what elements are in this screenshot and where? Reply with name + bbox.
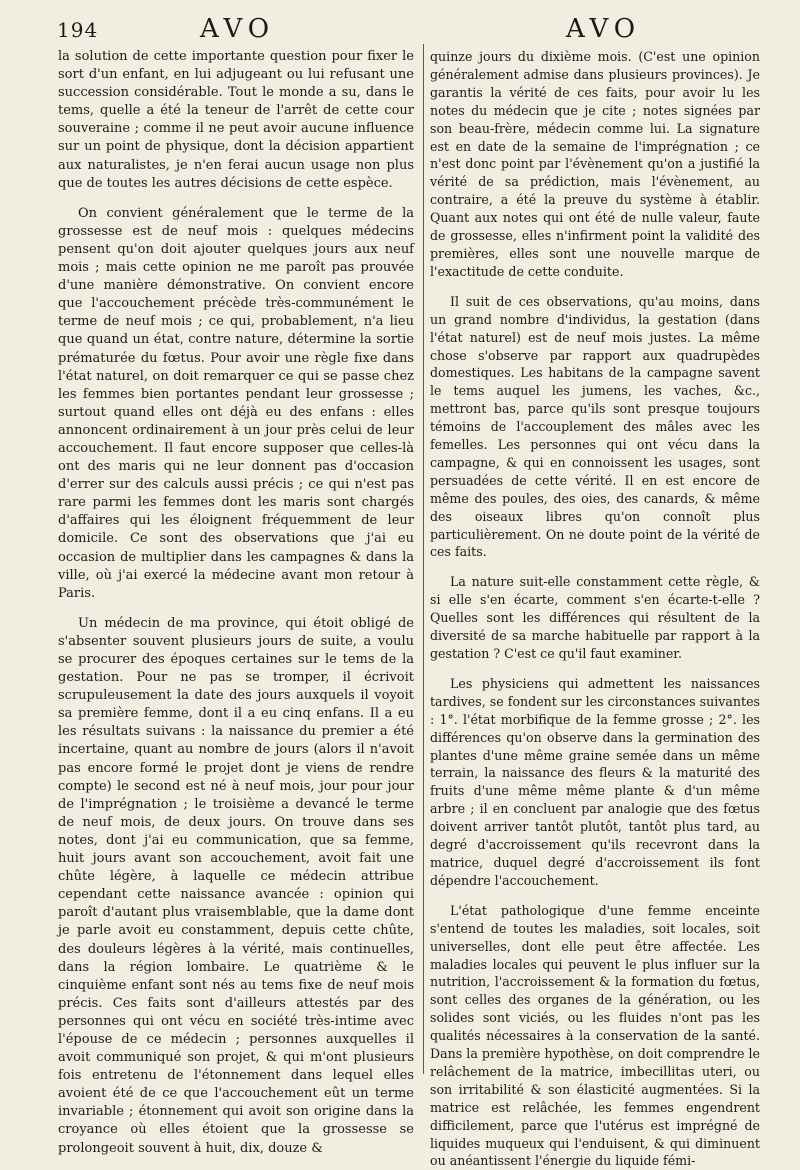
- right-column: [430, 48, 760, 1170]
- paragraph: Il suit de ces observations, qu'au moins, dans un grand nombre d'individus, la gestation (dans l'état naturel) est de neuf mois justes. La même chose s'observe par rapport aux quadrupèdes domestiques. Les habitans de la campagne savent le tems auquel les jumens, les vaches, &c., mettront bas, parce qu'ils sont presque toujours témoins de l'accouplement des mâles avec les femelles. Les personnes qui ont vécu dans la campagne, & qui en connoissent les usages, sont persuadées de cette vérité. Il en est encore de même des poules, des oies, des canards, & même des oiseaux libres qu'on connoît plus particulièrement. On ne doute point de la vérité de ces faits.: [430, 293, 760, 560]
- page-number: 194: [57, 18, 99, 42]
- paragraph: Un médecin de ma province, qui étoit obligé de s'absenter souvent plusieurs jours de suite, a voulu se procurer des époques certaines sur le tems de la gestation. Pour ne pas se tromper, il écrivoit scrupuleusement la date des jours auxquels il voyoit sa première femme, dont il a eu cinq enfans. Il a eu les résultats suivans : la naissance du premier a été incertaine, quant au nombre de jours (alors il n'avoit pas encore formé le projet dont je viens de rendre compte) le second est né à neuf mois, jour pour jour de l'imprégnation ; le troisième a devancé le terme de neuf mois, de deux jours. On trouve dans ses notes, dont j'ai eu communication, que sa femme, huit jours avant son accouchement, avoit fait une chûte légère, à laquelle ce médecin attribue cependant cette naissance avancée : opinion qui paroît d'autant plus vraisemblable, que la dame dont je parle avoit eu constamment, depuis cette chûte, des douleurs légères à la vérité, mais continuelles, dans la région lombaire. Le quatrième & le cinquième enfant sont nés au tems fixe de neuf mois précis. Ces faits sont d'ailleurs attestés par des personnes qui ont vécu en société très-intime avec l'épouse de ce médecin ; personnes auxquelles il avoit communiqué son projet, & qui m'ont plusieurs fois entretenu de l'étonnement dans lequel elles avoient été de ce que l'accouchement eût un terme invariable ; étonnement qui avoit son origine dans la croyance où elles étoient que la grossesse se prolongeoit souvent à huit, dix, douze &: [58, 615, 414, 1156]
- paragraph: L'état pathologique d'une femme enceinte s'entend de toutes les maladies, soit locales, soit universelles, dont elle peut être affectée. Les maladies locales qui peuvent le plus influer sur la nutrition, l'accroissement & la formation du fœtus, sont celles des organes de la génération, ou les solides sont viciés, ou les fluides n'ont pas les qualités nécessaires à la conservation de la santé. Dans la première hypothèse, on doit comprendre le relâchement de la matrice, imbecillitas uteri, ou son irritabilité & son élasticité augmentées. Si la matrice est relâchée, les femmes engendrent difficilement, parce que l'utérus est imprégné de liquides muqueux qui l'enduisent, & qui diminuent ou anéantissent l'énergie du liquide fémi-: [430, 902, 760, 1169]
- running-head-left: AVO: [200, 14, 276, 44]
- paragraph: La nature suit-elle constamment cette règle, & si elle s'en écarte, comment s'en écarte-t-elle ? Quelles sont les différences qui résultent de la diversité de sa marche habituelle par rapport à la gestation ? C'est ce qu'il faut examiner.: [430, 574, 760, 661]
- page-header: [0, 8, 800, 44]
- column-divider: [423, 44, 424, 1074]
- paragraph: quinze jours du dixième mois. (C'est une opinion généralement admise dans plusieurs provinces). Je garantis la vérité de ces faits, pour avoir lu les notes du médecin que je cite ; notes signées par son beau-frère, médecin comme lui. La signature est en date de la semaine de l'imprégnation ; ce n'est donc point par l'évènement qu'on a justifié la vérité de sa prédiction, mais l'évènement, au contraire, a été la preuve du système à établir. Quant aux notes qui ont été de nulle valeur, faute de grossesse, elles n'infirment point la validité des premières, elles sont une nouvelle marque de l'exactitude de cette conduite.: [430, 49, 760, 279]
- paragraph: On convient généralement que le terme de la grossesse est de neuf mois : quelques médecins pensent qu'on doit ajouter quelques jours aux neuf mois ; mais cette opinion ne me paroît pas prouvée d'une manière démonstrative. On convient encore que l'accouchement précède très-communément le terme de neuf mois ; ce qui, probablement, n'a lieu que quand un état, contre nature, détermine la sortie prématurée du fœtus. Pour avoir une règle fixe dans l'état naturel, on doit remarquer ce qui se passe chez les femmes bien portantes pendant leur grossesse ; surtout quand elles ont déjà eu des enfans : elles annoncent ordinairement à un jour près celui de leur accouchement. Il faut encore supposer que celles-là ont des maris qui ne leur donnent pas d'occasion d'errer sur des calculs aussi précis ; ce qui n'est pas rare parmi les femmes dont les maris sont chargés d'affaires qui les éloignent fréquemment de leur domicile. Ce sont des observations que j'ai eu occasion de multiplier dans les campagnes & dans la ville, où j'ai exercé la médecine avant mon retour à Paris.: [58, 205, 414, 601]
- paragraph: la solution de cette importante question pour fixer le sort d'un enfant, en lui adjugeant ou lui refusant une succession considérable. Tout le monde a su, dans le tems, quelle a été la teneur de l'arrêt de cette cour souveraine ; comme il ne peut avoir aucune influence sur un point de physique, dont la décision appartient aux naturalistes, je n'en ferai aucun usage non plus que de toutes les autres décisions de cette espèce.: [58, 49, 414, 191]
- paragraph: Les physiciens qui admettent les naissances tardives, se fondent sur les circonstances suivantes : 1°. l'état morbifique de la femme grosse ; 2°. les différences qu'on observe dans la germination des plantes d'une même graine semée dans un même terrain, la naissance des fleurs & la maturité des fruits d'une même même plante & d'un même arbre ; il en concluent par analogie que des fœtus doivent arriver tantôt plutôt, tantôt plus tard, au degré d'accroissement qu'ils recevront dans la matrice, duquel degré d'accroissement ils font dépendre l'accouchement.: [430, 675, 760, 888]
- running-head-right: AVO: [566, 14, 642, 44]
- left-column: [58, 48, 414, 1158]
